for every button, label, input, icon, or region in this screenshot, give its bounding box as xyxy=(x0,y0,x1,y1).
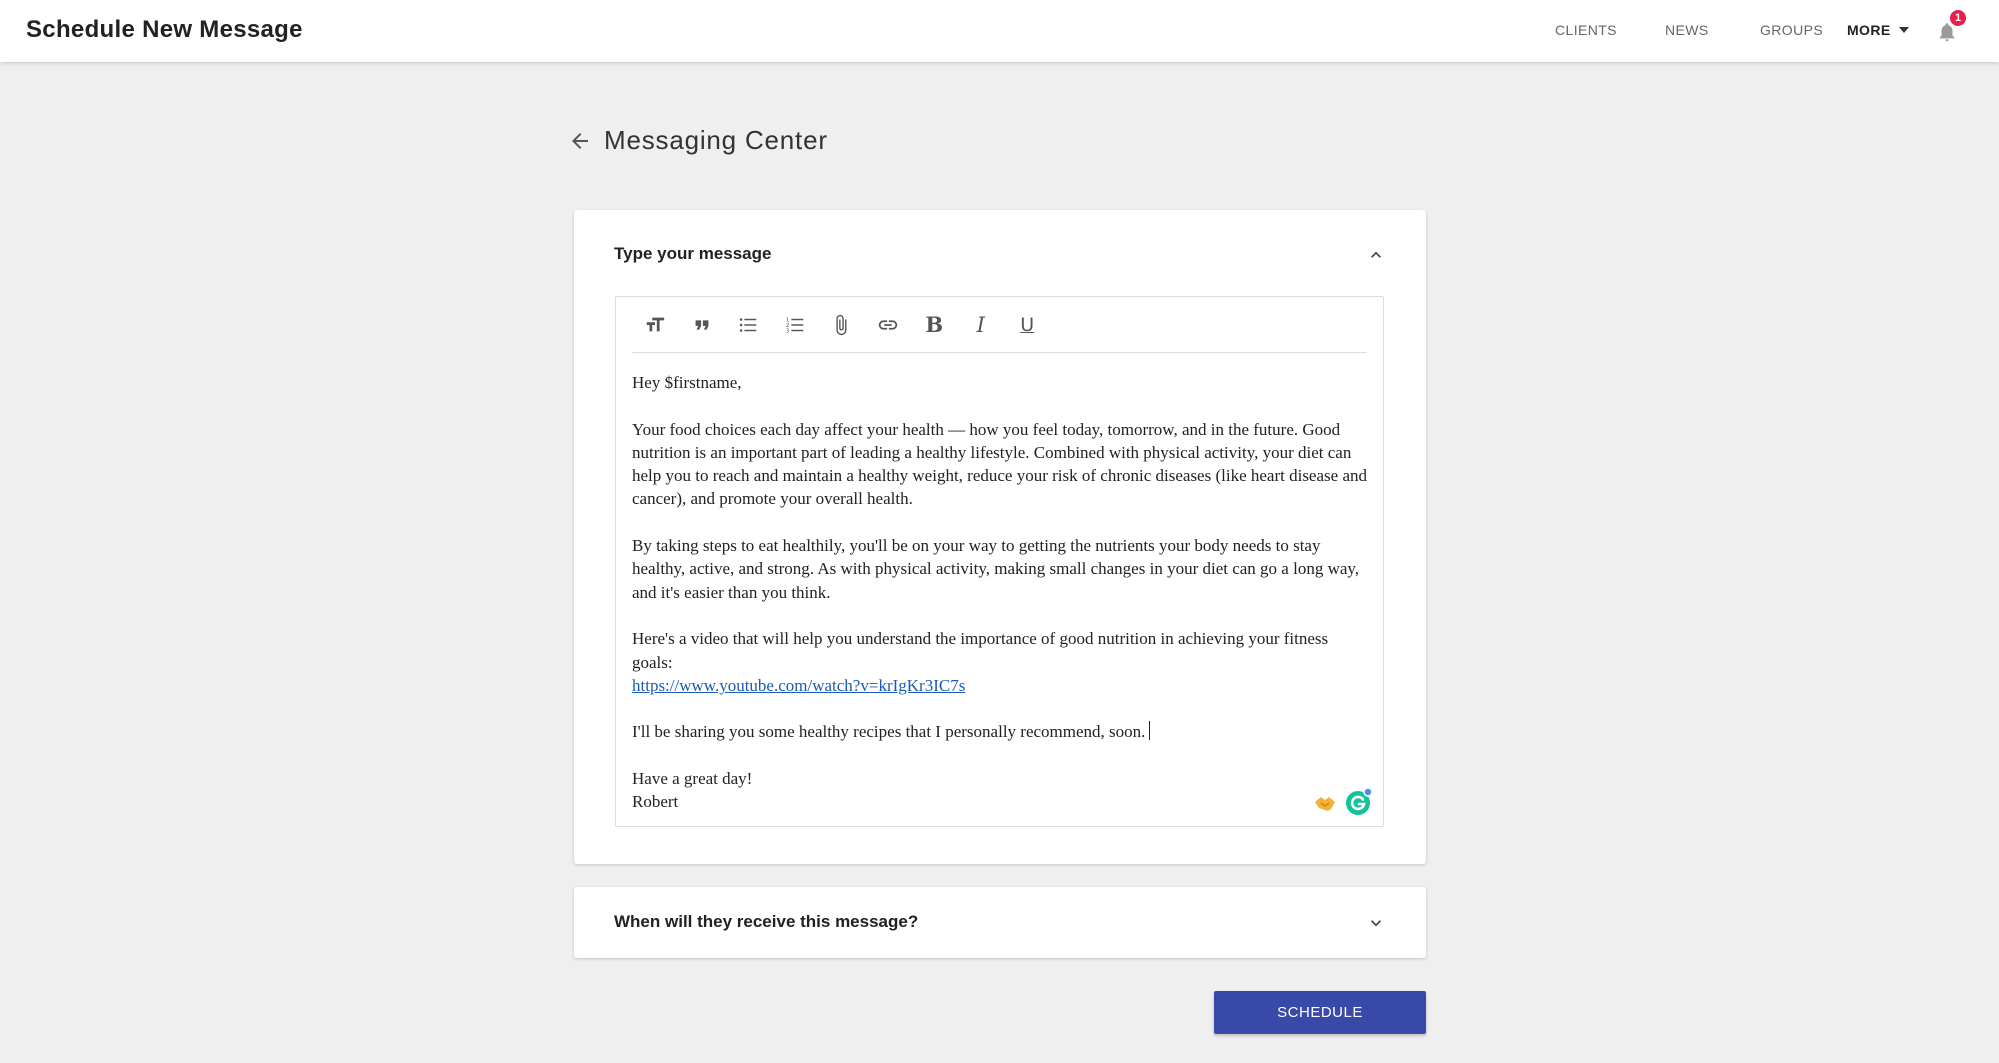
top-bar xyxy=(0,0,1999,62)
bulleted-list-icon xyxy=(737,314,759,336)
numbered-list-button[interactable] xyxy=(772,309,819,341)
nav-clients[interactable]: CLIENTS xyxy=(1555,22,1617,38)
underline-icon: U xyxy=(1020,313,1035,336)
schedule-button[interactable]: SCHEDULE xyxy=(1214,991,1426,1034)
app-title: Schedule New Message xyxy=(26,16,303,43)
caret-down-icon xyxy=(1899,27,1909,33)
nav-groups[interactable]: GROUPS xyxy=(1760,22,1824,38)
nav-more-menu[interactable] xyxy=(1847,22,1909,38)
editor-toolbar xyxy=(632,297,1367,353)
page-title: Messaging Center xyxy=(604,125,828,155)
svg-text:3: 3 xyxy=(785,327,790,334)
grammarly-icon[interactable] xyxy=(1345,787,1373,817)
delivery-time-card[interactable] xyxy=(574,887,1426,958)
message-editor[interactable] xyxy=(615,296,1384,827)
link-button[interactable] xyxy=(865,309,912,341)
chevron-down-icon[interactable] xyxy=(1366,913,1386,933)
message-card-heading: Type your message xyxy=(614,244,772,263)
attachment-icon xyxy=(830,314,852,336)
handshake-icon[interactable] xyxy=(1312,791,1338,817)
back-arrow-icon[interactable] xyxy=(568,129,592,153)
message-paragraph: I'll be sharing you some healthy recipes that I personally recommend, soon. xyxy=(632,722,1146,742)
text-cursor xyxy=(1149,721,1150,740)
message-card xyxy=(574,210,1426,864)
attachment-button[interactable] xyxy=(818,309,865,341)
bulleted-list-button[interactable] xyxy=(725,309,772,341)
italic-button[interactable] xyxy=(958,309,1005,341)
svg-text:2: 2 xyxy=(785,322,790,329)
italic-icon: I xyxy=(976,312,985,337)
quote-button[interactable] xyxy=(679,309,726,341)
text-size-button[interactable] xyxy=(632,309,679,341)
message-paragraph: Your food choices each day affect your health — how you feel today, tomorrow, and in the future. Good nutrition is an important part of leading a healthy lifestyle. Combined with physical activity, your diet can help you to reach and maintain a healthy weight, reduce your risk of chronic diseases (like heart disease and cancer), and promote your overall health. xyxy=(632,419,1367,509)
video-link[interactable]: https://www.youtube.com/watch?v=krIgKr3IC7s xyxy=(632,675,966,695)
nav-more-label: MORE xyxy=(1847,22,1891,38)
text-size-icon xyxy=(644,314,666,336)
svg-text:1: 1 xyxy=(785,316,790,323)
numbered-list-icon xyxy=(784,314,806,336)
bold-button[interactable] xyxy=(911,309,958,341)
message-signature: Robert xyxy=(632,792,679,812)
quote-icon xyxy=(691,314,713,336)
message-paragraph: Here's a video that will help you understand the importance of good nutrition in achieving your fitness goals: xyxy=(632,629,1329,672)
message-signoff: Have a great day! xyxy=(632,769,753,789)
message-paragraph: By taking steps to eat healthily, you'll be on your way to getting the nutrients your body needs to stay healthy, active, and strong. As with physical activity, making small changes in your diet can go a long way, and it's easier than you think. xyxy=(632,536,1360,602)
delivery-time-heading: When will they receive this message? xyxy=(614,912,919,931)
underline-button[interactable] xyxy=(1004,309,1051,341)
notification-badge: 1 xyxy=(1948,8,1968,28)
chevron-up-icon[interactable] xyxy=(1366,245,1386,265)
nav-news[interactable]: NEWS xyxy=(1665,22,1709,38)
bold-icon: B xyxy=(925,312,944,337)
message-greeting: Hey $firstname, xyxy=(632,373,742,392)
message-body[interactable] xyxy=(632,371,1372,814)
link-icon xyxy=(877,314,899,336)
